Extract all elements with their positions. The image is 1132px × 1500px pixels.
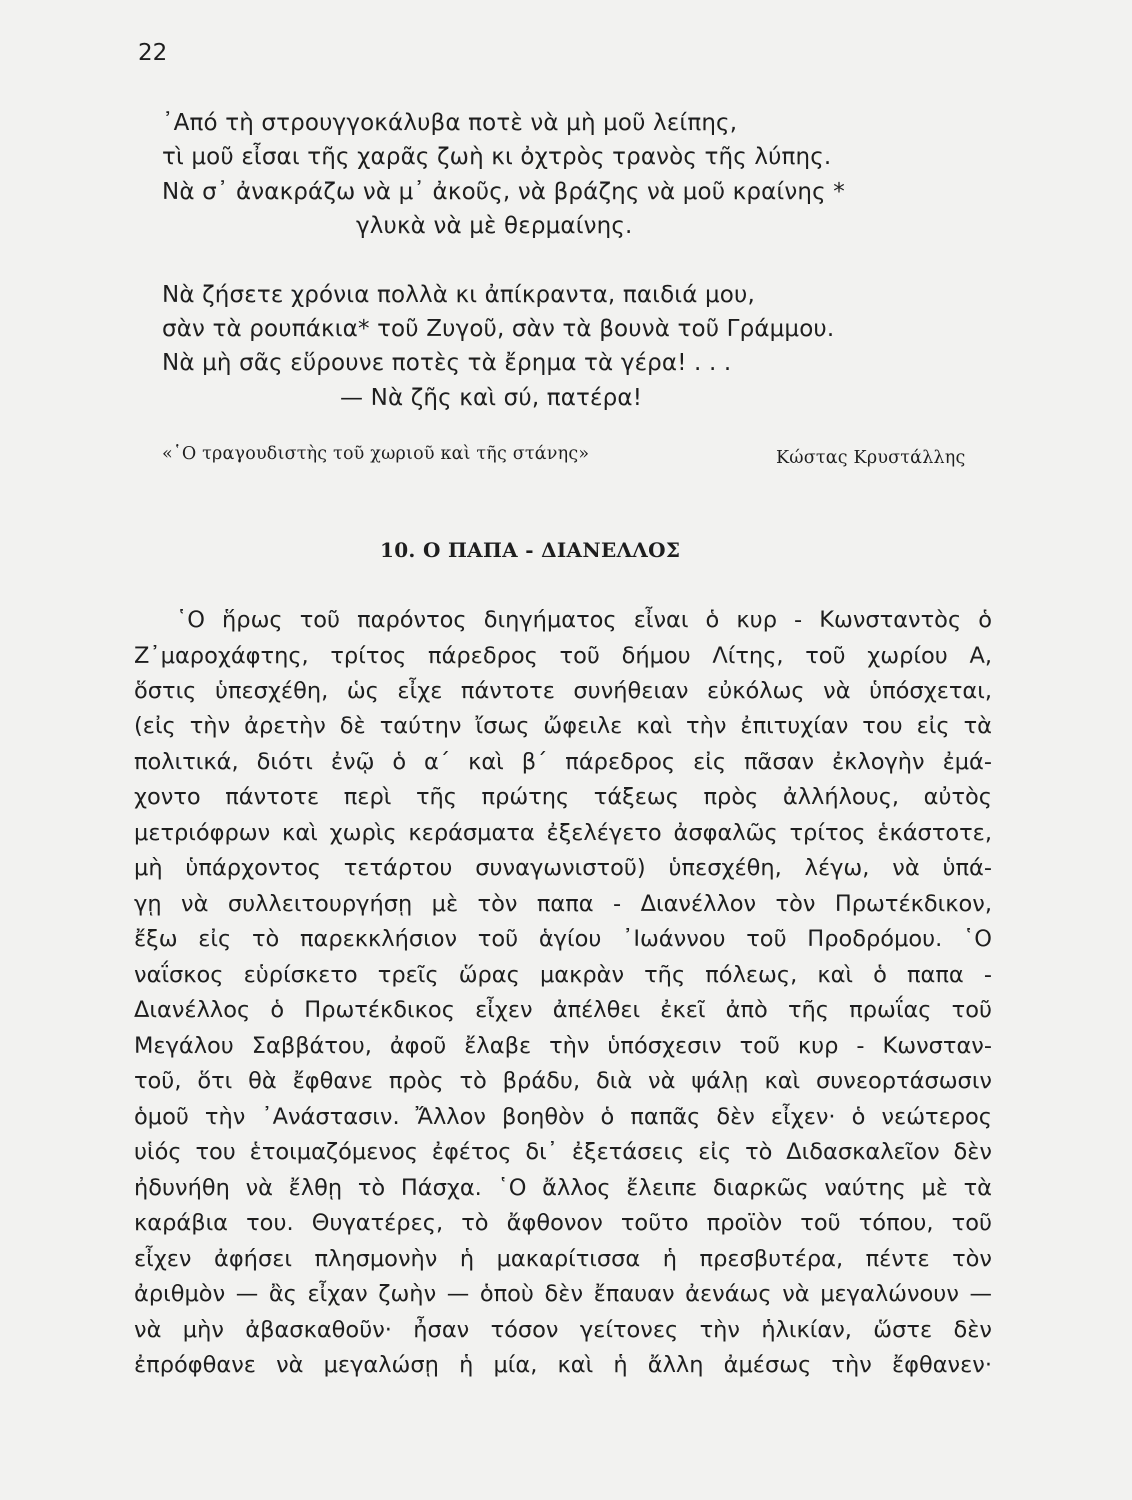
poem-line: Νὰ σ᾿ ἀνακράζω νὰ μ᾿ ἀκοῦς, νὰ βράζης νὰ μοῦ κραίνης * bbox=[162, 179, 845, 205]
poem-line: Νὰ μὴ σᾶς εὕρουνε ποτὲς τὰ ἔρημα τὰ γέρα! . . . bbox=[162, 350, 732, 376]
prose-line: ῾Ο ἥρως τοῦ παρόντος διηγήματος εἶναι ὁ κυρ - Κωνσταντὸς ὁ bbox=[176, 607, 992, 633]
poem-line: — Νὰ ζῆς καὶ σύ, πατέρα! bbox=[340, 385, 643, 411]
prose-line: υἱός του ἑτοιμαζόμενος ἐφέτος δι᾿ ἐξετάσεις εἰς τὸ Διδασκαλεῖον δὲν bbox=[134, 1139, 992, 1165]
prose-line: τοῦ, ὅτι θὰ ἔφθανε πρὸς τὸ βράδυ, διὰ νὰ ψάλῃ καὶ συνεορτάσωσιν bbox=[134, 1068, 992, 1094]
prose-line: νὰ μὴν ἀβασκαθοῦν· ἦσαν τόσον γείτονες τὴν ἡλικίαν, ὥστε δὲν bbox=[134, 1317, 992, 1343]
prose-line: ἀριθμὸν — ἂς εἶχαν ζωὴν — ὁποὺ δὲν ἔπαυαν ἀενάως νὰ μεγαλώνουν — bbox=[134, 1281, 992, 1307]
prose-line: μὴ ὑπάρχοντος τετάρτου συναγωνιστοῦ) ὑπεσχέθη, λέγω, νὰ ὑπά- bbox=[134, 855, 992, 881]
prose-line: γῃ νὰ συλλειτουργήσῃ μὲ τὸν παπα - Διανέλλον τὸν Πρωτέκδικον, bbox=[134, 891, 992, 917]
prose-line: εἶχεν ἀφήσει πλησμονὴν ἡ μακαρίτισσα ἡ πρεσβυτέρα, πέντε τὸν bbox=[134, 1246, 992, 1272]
page-number: 22 bbox=[138, 40, 168, 66]
poem-author: Κώστας Κρυστάλλης bbox=[776, 448, 966, 468]
prose-line: Μεγάλου Σαββάτου, ἀφοῦ ἔλαβε τὴν ὑπόσχεσιν τοῦ κυρ - Κωνσταν- bbox=[134, 1033, 992, 1059]
poem-source: «῾Ο τραγουδιστὴς τοῦ χωριοῦ καὶ τῆς στάνης» bbox=[162, 444, 590, 464]
prose-line: ἔξω εἰς τὸ παρεκκλήσιον τοῦ ἁγίου ᾿Ιωάννου τοῦ Προδρόμου. ῾Ο bbox=[134, 926, 992, 952]
poem-line: τὶ μοῦ εἶσαι τῆς χαρᾶς ζωὴ κι ὀχτρὸς τρανὸς τῆς λύπης. bbox=[162, 144, 832, 170]
prose-line: ὁμοῦ τὴν ᾿Ανάστασιν. Ἄλλον βοηθὸν ὁ παπᾶς δὲν εἶχεν· ὁ νεώτερος bbox=[134, 1104, 992, 1130]
prose-line: Ζ᾿μαροχάφτης, τρίτος πάρεδρος τοῦ δήμου Λίτης, τοῦ χωρίου Α, bbox=[134, 643, 992, 669]
prose-line: ὅστις ὑπεσχέθη, ὡς εἶχε πάντοτε συνήθειαν εὐκόλως νὰ ὑπόσχεται, bbox=[134, 678, 992, 704]
prose-line: ναΐσκος εὑρίσκετο τρεῖς ὥρας μακρὰν τῆς πόλεως, καὶ ὁ παπα - bbox=[134, 962, 992, 988]
poem-line: γλυκὰ νὰ μὲ θερμαίνης. bbox=[356, 213, 633, 239]
section-heading: 10. Ο ΠΑΠΑ - ΔΙΑΝΕΛΛΟΣ bbox=[380, 538, 681, 562]
prose-line: χοντο πάντοτε περὶ τῆς πρώτης τάξεως πρὸς ἀλλήλους, αὐτὸς bbox=[134, 784, 992, 810]
prose-line: ἐπρόφθανε νὰ μεγαλώσῃ ἡ μία, καὶ ἡ ἄλλη ἀμέσως τὴν ἔφθανεν· bbox=[134, 1352, 992, 1378]
prose-line: Διανέλλος ὁ Πρωτέκδικος εἶχεν ἀπέλθει ἐκεῖ ἀπὸ τῆς πρωΐας τοῦ bbox=[134, 997, 992, 1023]
poem-line: ᾿Από τὴ στρουγγοκάλυβα ποτὲ νὰ μὴ μοῦ λείπης, bbox=[162, 110, 738, 136]
prose-line: καράβια του. Θυγατέρες, τὸ ἄφθονον τοῦτο προϊὸν τοῦ τόπου, τοῦ bbox=[134, 1210, 992, 1236]
prose-line: (εἰς τὴν ἀρετὴν δὲ ταύτην ἴσως ὤφειλε καὶ τὴν ἐπιτυχίαν του εἰς τὰ bbox=[134, 713, 992, 739]
prose-line: πολιτικά, διότι ἐνῷ ὁ α΄ καὶ β΄ πάρεδρος εἰς πᾶσαν ἐκλογὴν ἐμά- bbox=[134, 749, 992, 775]
prose-line: ἠδυνήθη νὰ ἔλθῃ τὸ Πάσχα. ῾Ο ἄλλος ἔλειπε διαρκῶς ναύτης μὲ τὰ bbox=[134, 1175, 992, 1201]
poem-line: σὰν τὰ ρουπάκια* τοῦ Ζυγοῦ, σὰν τὰ βουνὰ τοῦ Γράμμου. bbox=[162, 316, 835, 342]
poem-line: Νὰ ζήσετε χρόνια πολλὰ κι ἀπίκραντα, παιδιά μου, bbox=[162, 282, 755, 308]
prose-line: μετριόφρων καὶ χωρὶς κεράσματα ἐξελέγετο ἀσφαλῶς τρίτος ἑκάστοτε, bbox=[134, 820, 992, 846]
